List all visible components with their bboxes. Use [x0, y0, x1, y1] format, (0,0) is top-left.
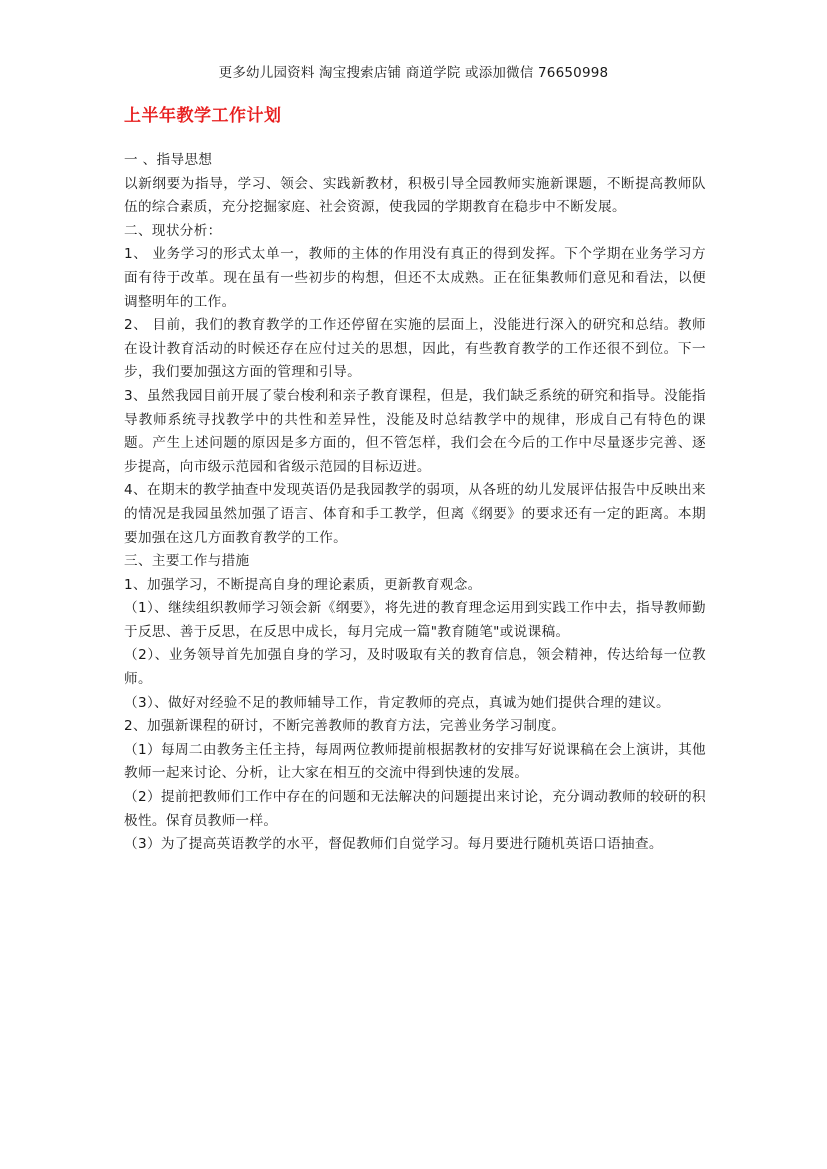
paragraph: （3）为了提高英语教学的水平，督促教师们自觉学习。每月要进行随机英语口语抽查。: [124, 836, 663, 853]
paragraph: （1）、继续组织教师学习领会新《纲要》，将先进的教育理念运用到实践工作中去，指导教师勤于反思、善于反思，在反思中成长，每月完成一篇"教育随笔"或说课稿。: [124, 600, 706, 640]
paragraph: 4、在期末的教学抽查中发现英语仍是我园教学的弱项，从各班的幼儿发展评估报告中反映出来的情况是我园虽然加强了语言、体育和手工教学，但离《纲要》的要求还有一定的距离。本期要加强在这几方面教育教学的工作。: [124, 482, 706, 546]
paragraph: 1、加强学习，不断提高自身的理论素质，更新教育观念。: [124, 576, 482, 593]
paragraph: （2）、业务领导首先加强自身的学习，及时吸取有关的教育信息，领会精神，传达给每一位教师。: [124, 647, 706, 688]
paragraph: （2）提前把教师们工作中存在的问题和无法解决的问题提出来讨论，充分调动教师的较研的积极性。保育员教师一样。: [124, 789, 706, 829]
section-heading: 二、现状分析：: [124, 222, 222, 239]
paragraph: （3）、做好对经验不足的教师辅导工作，肯定教师的亮点，真诚为她们提供合理的建议。: [124, 694, 671, 711]
section-heading: 一 、指导思想: [124, 152, 213, 168]
section-heading: 三、主要工作与措施: [124, 553, 250, 570]
document-title: 上半年教学工作计划: [124, 106, 282, 126]
paragraph: 2、加强新课程的研讨，不断完善教师的教育方法，完善业务学习制度。: [124, 718, 566, 735]
paragraph: 1、 业务学习的形式太单一，教师的主体的作用没有真正的得到发挥。下个学期在业务学习方面有待于改革。现在虽有一些初步的构想，但还不太成熟。正在征集教师们意见和看法，以便调整明年的工作。: [124, 246, 706, 310]
page-header: 更多幼儿园资料 淘宝搜索店铺 商道学院 或添加微信 76650998: [218, 65, 609, 81]
document-body: [124, 149, 706, 857]
paragraph: 3、虽然我园目前开展了蒙台梭利和亲子教育课程，但是，我们缺乏系统的研究和指导。没能指导教师系统寻找教学中的共性和差异性，没能及时总结教学中的规律，形成自己有特色的课题。产生上述问题的原因是多方面的，但不管怎样，我们会在今后的工作中尽量逐步完善、逐步提高，向市级示范园和省级示范园的目标迈进。: [124, 387, 706, 475]
paragraph: 2、 目前，我们的教育教学的工作还停留在实施的层面上，没能进行深入的研究和总结。教师在设计教育活动的时候还存在应付过关的思想，因此，有些教育教学的工作还很不到位。下一步，我们要加强这方面的管理和引导。: [124, 317, 706, 381]
paragraph: 以新纲要为指导，学习、领会、实践新教材，积极引导全园教师实施新课题，不断提高教师队伍的综合素质，充分挖掘家庭、社会资源，使我园的学期教育在稳步中不断发展。: [124, 175, 706, 216]
paragraph: （1）每周二由教务主任主持，每周两位教师提前根据教材的安排写好说课稿在会上演讲，其他教师一起来讨论、分析，让大家在相互的交流中得到快速的发展。: [124, 741, 706, 782]
